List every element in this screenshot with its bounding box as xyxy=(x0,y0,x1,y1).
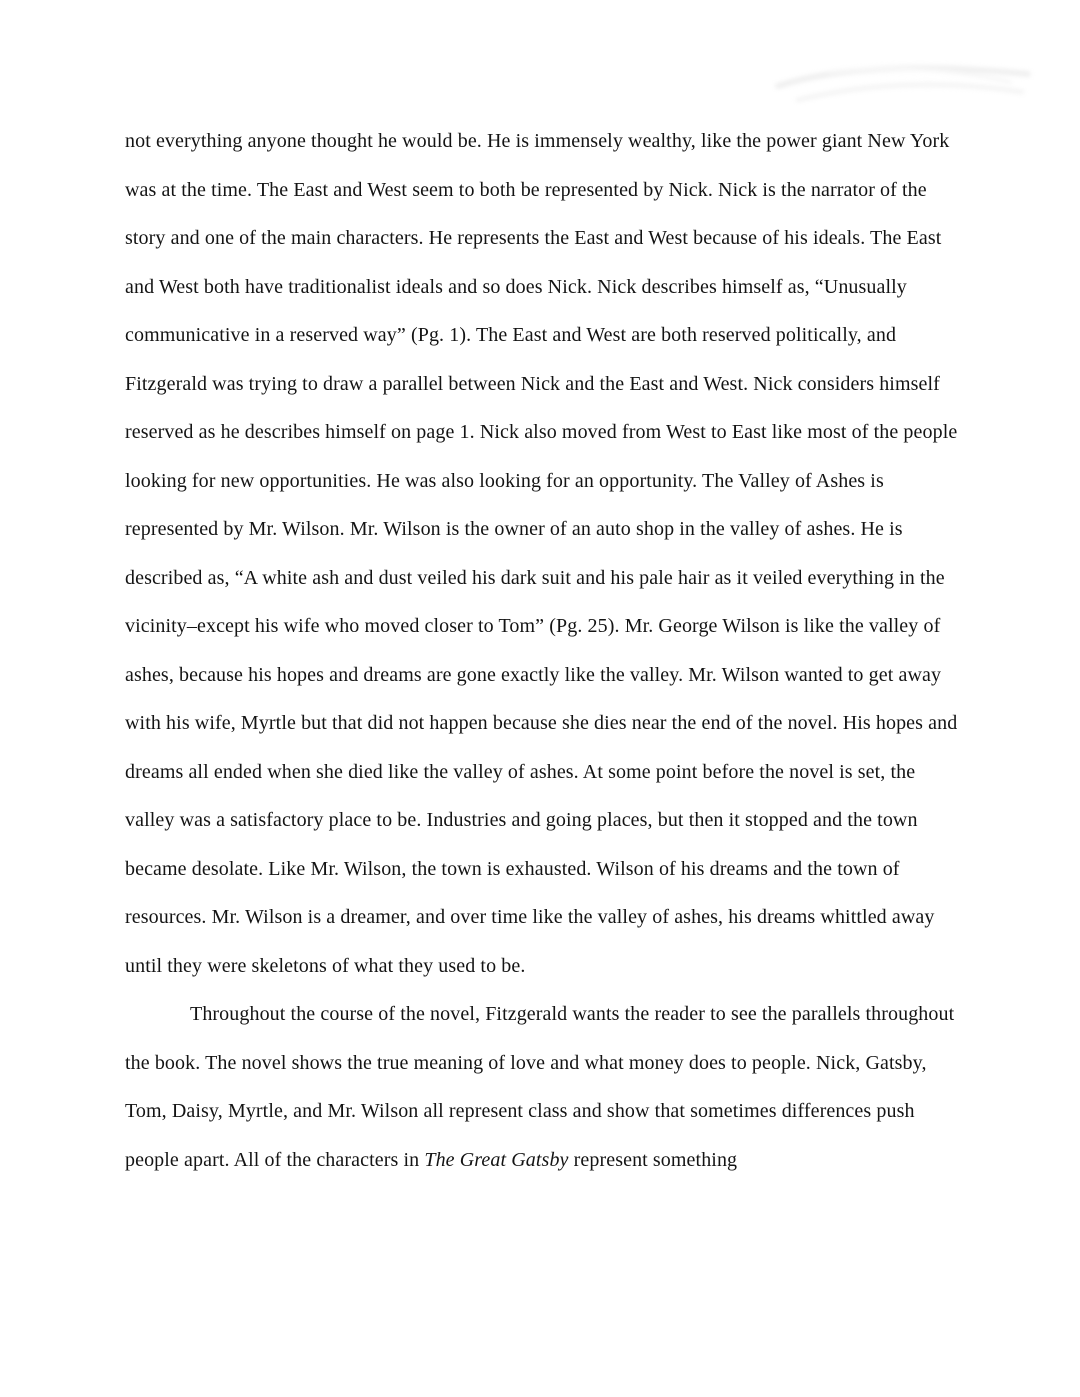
text-segment: represent something xyxy=(568,1148,738,1171)
book-title-italic: The Great Gatsby xyxy=(424,1148,569,1171)
text-segment: not everything anyone thought he would be. He is immensely wealthy, like the power giant New York was at the time. The East and West seem to both be represented by Nick. Nick is the narrator of the story and one of the main characters. He represents the East and West because of his ideals. The East and West both have traditionalist ideals and so does Nick. Nick describes himself as, “Unusually communicative in a reserved way” (Pg. 1). The East and West are both reserved politically, and Fitzgerald was trying to draw a parallel between Nick and the East and West. Nick considers himself reserved as he describes himself on page 1. Nick also moved from West to East like most of the people looking for new opportunities. He was also looking for an opportunity. The Valley of Ashes is represented by Mr. Wilson. Mr. Wilson is the owner of an auto shop in the valley of ashes. He is described as, “A white ash and dust veiled his dark suit and his pale hair as it veiled everything in the vicinity–except his wife who moved closer to Tom” (Pg. 25). Mr. George Wilson is like the valley of ashes, because his hopes and dreams are gone exactly like the valley. Mr. Wilson wanted to get away with his wife, Myrtle but that did not happen because she dies near the end of the novel. His hopes and dreams all ended when she died like the valley of ashes. At some point before the novel is set, the valley was a satisfactory place to be. Industries and going places, but then it stopped and the town became desolate. Like Mr. Wilson, the town is exhausted. Wilson of his dreams and the town of resources. Mr. Wilson is a dreamer, and over time like the valley of ashes, his dreams whittled away until they were skeletons of what they used to be. xyxy=(125,130,958,977)
paragraph xyxy=(125,117,958,990)
paragraph xyxy=(125,990,958,1184)
essay-body xyxy=(125,117,958,1184)
text-segment: Throughout the course of the novel, Fitzgerald wants the reader to see the parallels throughout the book. The novel shows the true meaning of love and what money does to people. Nick, Gatsby, Tom, Daisy, Myrtle, and Mr. Wilson all represent class and show that sometimes differences push people apart. All of the characters in xyxy=(125,1003,955,1171)
scan-artifact-smudge xyxy=(770,52,1040,114)
